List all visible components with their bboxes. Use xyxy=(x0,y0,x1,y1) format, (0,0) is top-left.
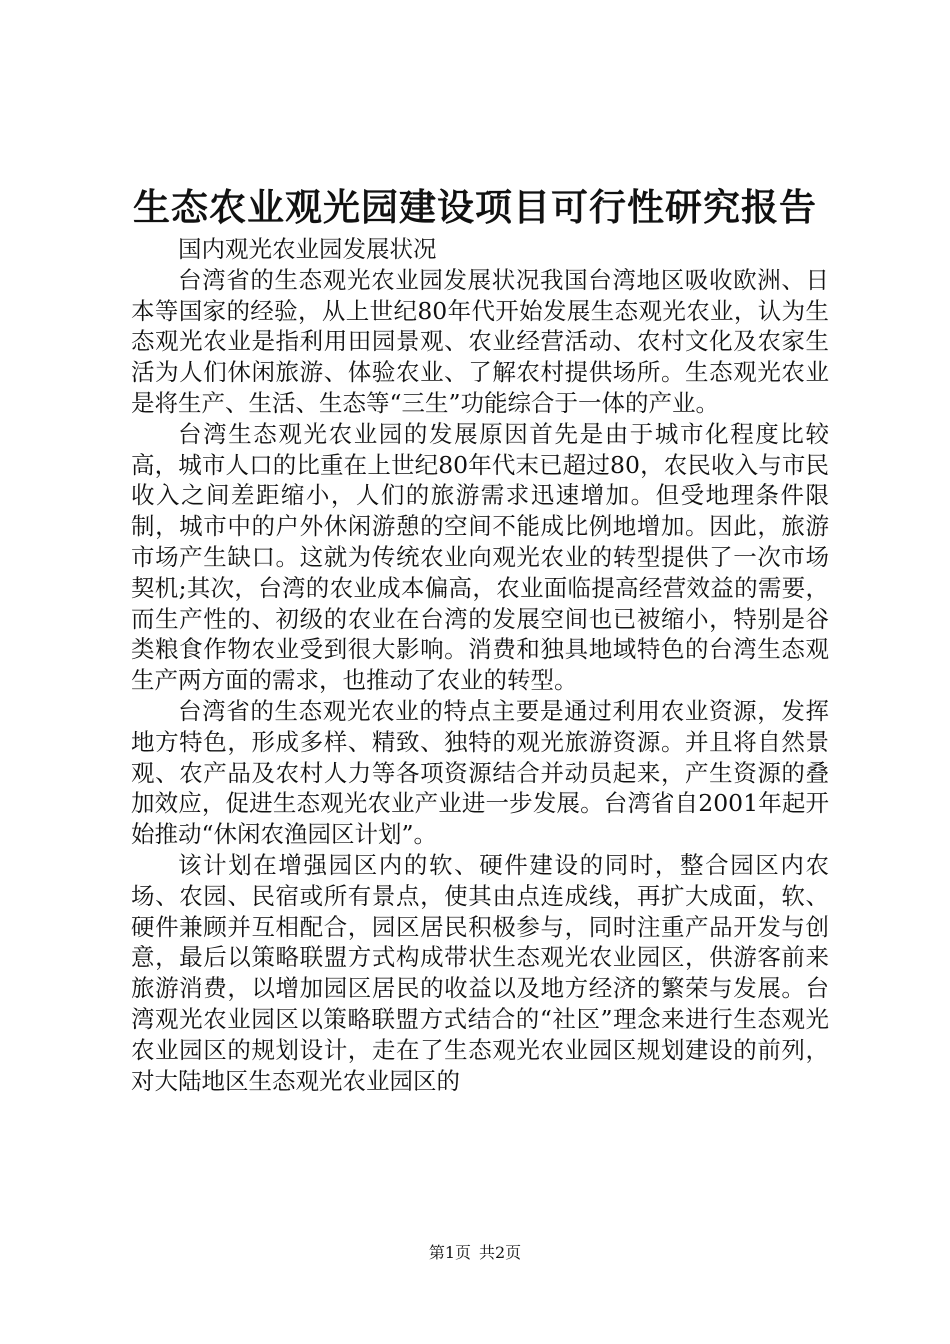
page-total: 共2页 xyxy=(479,1243,522,1262)
body-paragraph: 台湾省的生态观光农业园发展状况我国台湾地区吸收欧洲、日本等国家的经验，从上世纪80年代开始发展生态观光农业，认为生态观光农业是指利用田园景观、农业经营活动、农村文化及农家生活为人们休闲旅游、体验农业、了解农村提供场所。生态观光农业是将生产、生活、生态等“三生”功能综合于一体的产业。 xyxy=(131,265,829,417)
section-heading: 国内观光农业园发展状况 xyxy=(178,235,437,263)
body-paragraph: 该计划在增强园区内的软、硬件建设的同时，整合园区内农场、农园、民宿或所有景点，使其由点连成线，再扩大成面，软、硬件兼顾并互相配合，园区居民积极参与，同时注重产品开发与创意，最后以策略联盟方式构成带状生态观光农业园区，供游客前来旅游消费，以增加园区居民的收益以及地方经济的繁荣与发展。台湾观光农业园区以策略联盟方式结合的“社区”理念来进行生态观光农业园区的规划设计，走在了生态观光农业园区规划建设的前列，对大陆地区生态观光农业园区的 xyxy=(131,850,829,1095)
document-title: 生态农业观光园建设项目可行性研究报告 xyxy=(133,186,817,229)
page-number: 第1页 xyxy=(428,1243,471,1262)
body-paragraph: 台湾省的生态观光农业的特点主要是通过利用农业资源，发挥地方特色，形成多样、精致、独特的观光旅游资源。并且将自然景观、农产品及农村人力等各项资源结合并动员起来，产生资源的叠加效应，促进生态观光农业产业进一步发展。台湾省自2001年起开始推动“休闲农渔园区计划”。 xyxy=(131,696,829,849)
document-body xyxy=(131,234,829,1096)
body-paragraph: 台湾生态观光农业园的发展原因首先是由于城市化程度比较高，城市人口的比重在上世纪80年代末已超过80，农民收入与市民收入之间差距缩小，人们的旅游需求迅速增加。但受地理条件限制，城市中的户外休闲游憩的空间不能成比例地增加。因此，旅游市场产生缺口。这就为传统农业向观光农业的转型提供了一次市场契机;其次，台湾的农业成本偏高，农业面临提高经营效益的需要，而生产性的、初级的农业在台湾的发展空间也已被缩小，特别是谷类粮食作物农业受到很大影响。消费和独具地域特色的台湾生态观生产两方面的需求，也推动了农业的转型。 xyxy=(131,419,829,695)
page-footer xyxy=(0,1241,950,1265)
